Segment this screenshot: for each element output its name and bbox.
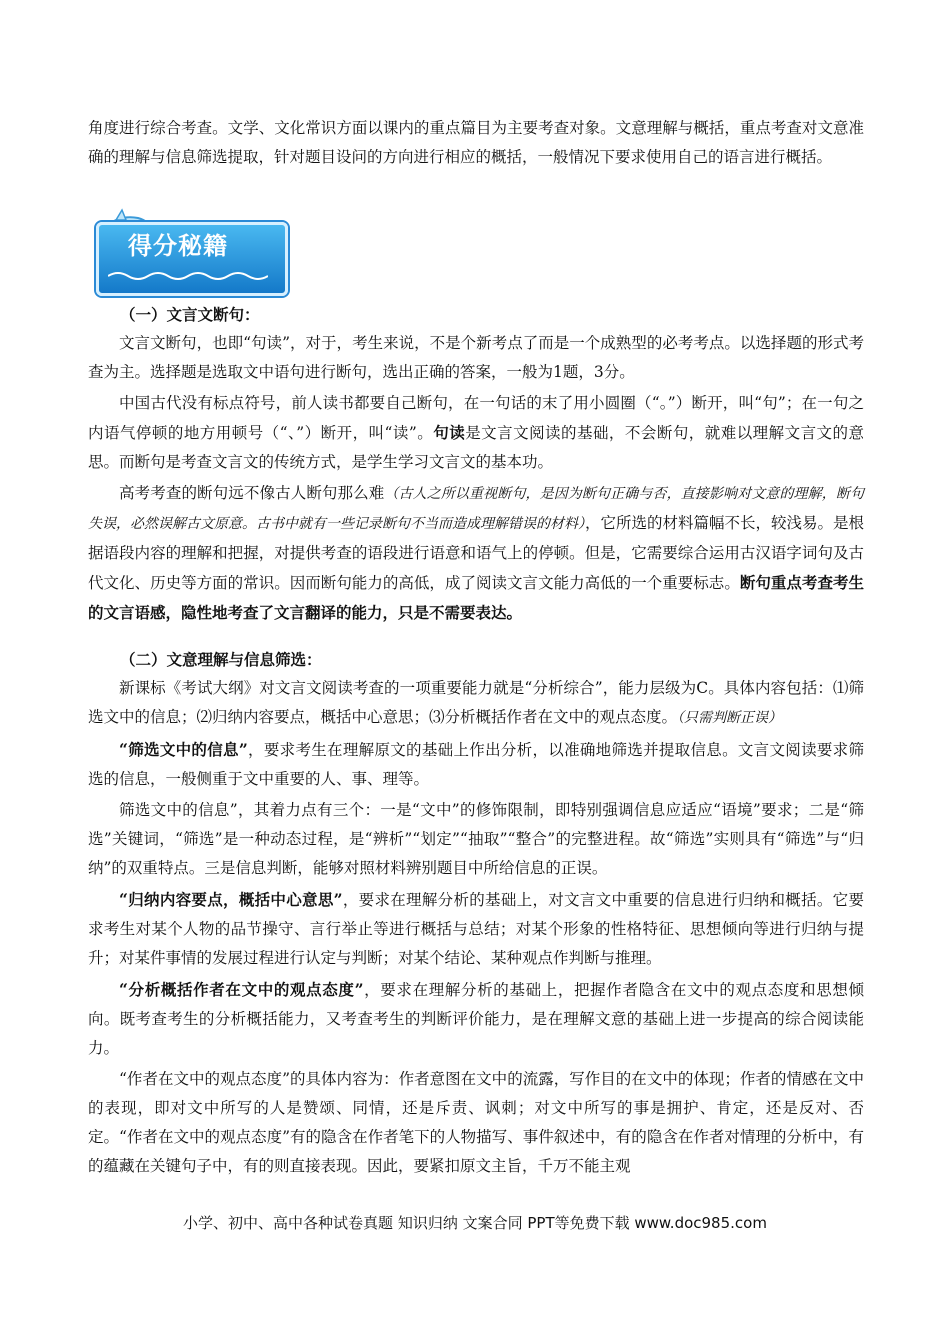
section2-p4 bbox=[88, 885, 864, 973]
section1-p3-note: （古人之所以重视断句，是因为断句正确与否，直接影响对文意的理解，断句失误，必然误解古文原意。古书中就有一些记录断句不当而造成理解错误的材料） bbox=[88, 486, 864, 532]
section1-heading: （一）文言文断句： bbox=[120, 305, 260, 324]
score-tips-banner bbox=[88, 208, 284, 292]
section1-p3-bold: 断句重点考查考生的文言语感，隐性地考查了文言翻译的能力，只是不需要表达。 bbox=[88, 573, 864, 622]
section2-p4-text: ，要求在理解分析的基础上，对文言文中重要的信息进行归纳和概括。它要求考生对某个人物的品节操守、言行举止等进行概括与总结；对某个形象的性格特征、思想倾向等进行归纳与提升；对某件事情的发展过程进行认定与判断；对某个结论、某种观点作判断与推理。 bbox=[88, 891, 864, 967]
section1-p3b: ，它所选的材料篇幅不长，较浅易。是根据语段内容的理解和把握，对提供考查的语段进行语意和语气上的停顿。但是，它需要综合运用古汉语字词句及古代文化、历史等方面的常识。因而断句能力的高低，成了阅读文言文能力高低的一个重要标志。 bbox=[88, 514, 865, 592]
section2-p3: 筛选文中的信息”，其着力点有三个：一是“文中”的修饰限制，即特别强调信息应适应“语境”要求；二是“筛选”关键词，“筛选”是一种动态过程，是“辨析”“划定”“抽取”“整合”的完整进程。故“筛选”实则具有“筛选”与“归纳”的双重特点。三是信息判断，能够对照材料辨别题目中所给信息的正误。 bbox=[88, 801, 864, 877]
section1-p2a: 中国古代没有标点符号，前人读书都要自己断句，在一句话的末了用小圆圈（“。”）断开，叫“句”；在一句之内语气停顿的地方用顿号（“、”）断开，叫“读”。 bbox=[88, 394, 864, 442]
section2-p5-bold: “分析概括作者在文中的观点态度” bbox=[119, 980, 364, 999]
wave-decoration-icon bbox=[108, 270, 268, 282]
section2-p5 bbox=[88, 975, 864, 1063]
section2-p5-text: ，要求在理解分析的基础上，把握作者隐含在文中的观点态度和思想倾向。既考查考生的分析概括能力，又考查考生的判断评价能力，是在理解文意的基础上进一步提高的综合阅读能力。 bbox=[88, 981, 864, 1057]
section1-p3 bbox=[88, 479, 864, 628]
intro-paragraph bbox=[88, 114, 864, 172]
section1-p2-bold: 句读 bbox=[433, 423, 466, 442]
section1-p3a: 高考考查的断句远不像古人断句那么难 bbox=[119, 484, 385, 502]
section2-p2 bbox=[88, 735, 864, 794]
section1-body bbox=[88, 329, 864, 628]
section2-p1-note: （只需判断正误） bbox=[677, 710, 783, 726]
intro-text: 角度进行综合考查。文学、文化常识方面以课内的重点篇目为主要考查对象。文意理解与概括，重点考查对文意准确的理解与信息筛选提取，针对题目设问的方向进行相应的概括，一般情况下要求使用自己的语言进行概括。 bbox=[88, 119, 864, 166]
section2-body bbox=[88, 674, 864, 1181]
section2-p4-bold: “归纳内容要点，概括中心意思” bbox=[119, 890, 343, 909]
banner-title: 得分秘籍 bbox=[128, 232, 228, 260]
section2-p1 bbox=[88, 674, 864, 733]
section2-p2-text: ，要求考生在理解原文的基础上作出分析，以准确地筛选并提取信息。文言文阅读要求筛选的信息，一般侧重于文中重要的人、事、理等。 bbox=[88, 741, 864, 788]
section1-p1: 文言文断句，也即“句读”，对于，考生来说，不是个新考点了而是一个成熟型的必考考点。以选择题的形式考查为主。选择题是选取文中语句进行断句，选出正确的答案，一般为1题，3分。 bbox=[88, 334, 864, 381]
section2-p6: “作者在文中的观点态度”的具体内容为：作者意图在文中的流露，写作目的在文中的体现；作者的情感在文中的表现，即对文中所写的人是赞颂、同情，还是斥责、讽刺；对文中所写的事是拥护、肯定，还是反对、否定。“作者在文中的观点态度”有的隐含在作者笔下的人物描写、事件叙述中，有的隐含在作者对情理的分析中，有的蕴藏在关键句子中，有的则直接表现。因此，要紧扣原文主旨，千万不能主观 bbox=[88, 1070, 864, 1175]
section1-p2c: 是文言文阅读的基础，不会断句，就难以理解文言文的意思。而断句是考查文言文的传统方式，是学生学习文言文的基本功。 bbox=[88, 424, 864, 471]
section2-p1-text: 新课标《考试大纲》对文言文阅读考查的一项重要能力就是“分析综合”，能力层级为C。具体内容包括：⑴筛选文中的信息；⑵归纳内容要点，概括中心意思；⑶分析概括作者在文中的观点态度。 bbox=[88, 679, 864, 726]
footer-download-link[interactable]: 小学、初中、高中各种试卷真题 知识归纳 文案合同 PPT等免费下载 www.doc985.com bbox=[183, 1214, 767, 1232]
section2-heading: （二）文意理解与信息筛选： bbox=[120, 650, 322, 669]
section2-p2-bold: “筛选文中的信息” bbox=[119, 740, 248, 759]
section1-p2 bbox=[88, 389, 864, 477]
